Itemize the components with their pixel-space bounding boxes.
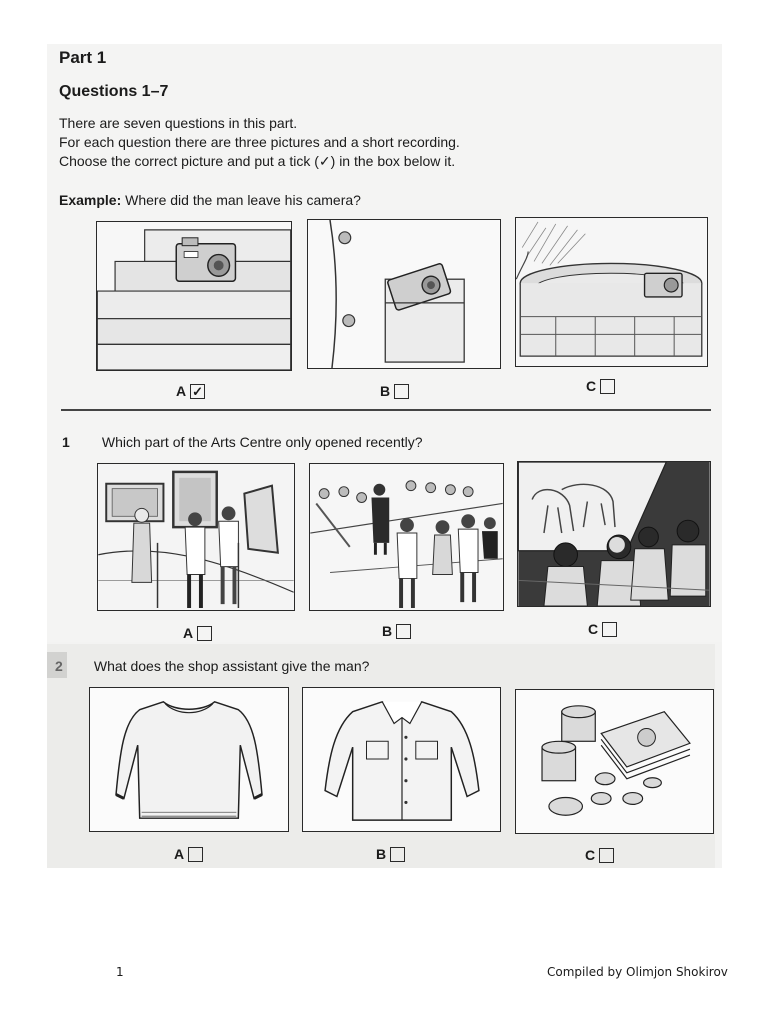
instructions [59,114,460,171]
q2-option-b[interactable] [376,846,405,862]
example-question [59,192,361,208]
option-letter: B [382,623,393,639]
option-letter: A [174,846,185,862]
tick-box[interactable] [600,379,615,394]
option-letter: A [183,625,194,641]
tick-box[interactable] [197,626,212,641]
option-letter: B [376,846,387,862]
footer-credit: Compiled by Olimjon Shokirov [547,965,728,979]
question-text: Which part of the Arts Centre only opened recently? [101,434,423,450]
q2-option-c[interactable] [585,847,614,863]
questions-title: Questions 1–7 [59,83,169,100]
example-label: Example: [59,192,122,208]
picture-art-gallery [97,463,295,611]
q1-option-a[interactable] [183,625,212,641]
picture-shirt [302,687,501,832]
option-letter: C [588,621,599,637]
page-number: 1 [116,965,124,979]
sweater-illustration [90,688,288,831]
tick-box[interactable] [394,384,409,399]
option-letter: C [586,378,597,394]
picture-camera-on-fountain [515,217,708,367]
tick-box[interactable] [396,624,411,639]
camera-on-fountain-illustration [516,218,707,366]
q1-option-b[interactable] [382,623,411,639]
tick-box[interactable] [602,622,617,637]
q1-option-c[interactable] [588,621,617,637]
picture-cinema-audience [517,461,711,607]
camera-in-pocket-illustration [308,220,500,368]
picture-coins-and-banknotes [515,689,714,834]
example-question-text: Where did the man leave his camera? [125,192,361,208]
example-option-a[interactable] [176,383,205,399]
option-letter: A [176,383,187,399]
question-number: 1 [62,434,70,450]
example-option-b[interactable] [380,383,409,399]
question-text: What does the shop assistant give the man? [93,658,370,674]
tick-box[interactable]: ✓ [190,384,205,399]
camera-on-steps-illustration [97,222,291,370]
example-option-c[interactable] [586,378,615,394]
art-gallery-illustration [98,464,294,610]
instruction-line: Choose the correct picture and put a tick (✓) in the box below it. [59,153,456,169]
option-letter: B [380,383,391,399]
cinema-audience-illustration [518,462,710,606]
question-2 [55,658,369,674]
question-number: 2 [55,658,63,674]
coins-and-banknotes-illustration [516,690,713,833]
shirt-illustration [303,688,500,831]
option-letter: C [585,847,596,863]
picture-sweater [89,687,289,832]
tick-box[interactable] [390,847,405,862]
instruction-line: For each question there are three pictures and a short recording. [59,134,460,150]
orchestra-concert-illustration [310,464,503,610]
divider [61,409,711,411]
question-1 [62,434,423,450]
picture-orchestra-concert [309,463,504,611]
picture-camera-on-steps [96,221,292,371]
part-title: Part 1 [59,48,107,67]
instruction-line: There are seven questions in this part. [59,115,298,131]
q2-option-a[interactable] [174,846,203,862]
tick-box[interactable] [188,847,203,862]
picture-camera-in-pocket [307,219,501,369]
tick-box[interactable] [599,848,614,863]
